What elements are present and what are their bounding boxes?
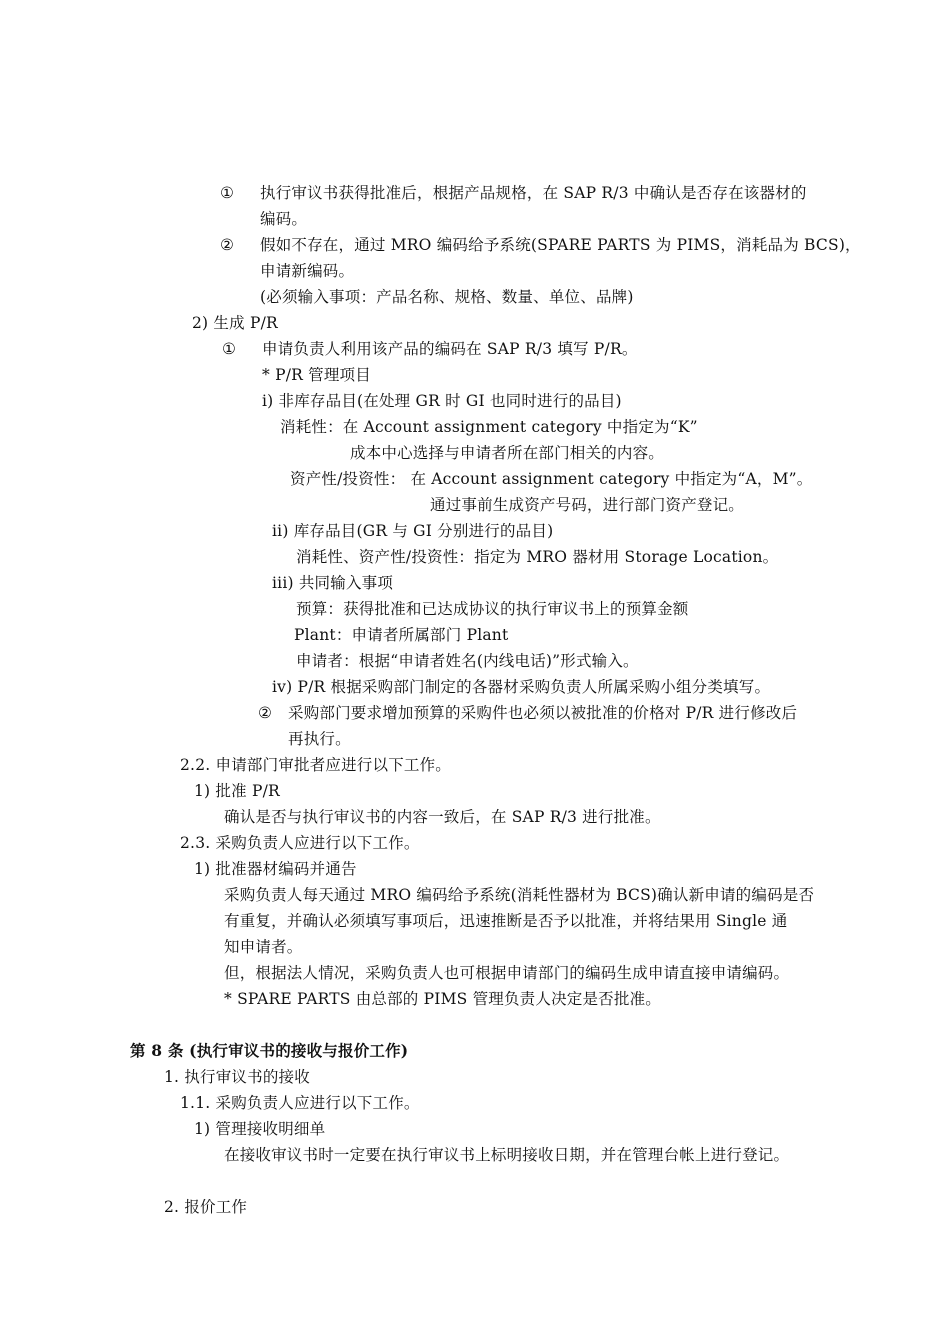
circled-number-1: ①: [220, 184, 235, 202]
paragraph-line: 成本中心选择与申请者所在部门相关的内容。: [350, 444, 665, 462]
paragraph-line: 资产性/投资性： 在 Account assignment category 中指定为“A，M”。: [290, 470, 813, 488]
paragraph-line: 预算：获得批准和已达成协议的执行审议书上的预算金额: [296, 600, 689, 618]
paragraph-line: 执行审议书获得批准后，根据产品规格，在 SAP R/3 中确认是否存在该器材的: [260, 184, 807, 202]
paragraph-line: 确认是否与执行审议书的内容一致后，在 SAP R/3 进行批准。: [224, 808, 661, 826]
section-heading: 1) 批准器材编码并通告: [194, 860, 357, 878]
circled-number-1: ①: [222, 340, 237, 358]
paragraph-line: 申请者：根据“申请者姓名(内线电话)”形式输入。: [296, 652, 639, 670]
section-heading: 2. 报价工作: [164, 1198, 248, 1216]
section-heading: 1) 管理接收明细单: [194, 1120, 326, 1138]
section-heading: 1. 执行审议书的接收: [164, 1068, 310, 1086]
paragraph-line: Plant：申请者所属部门 Plant: [294, 626, 509, 644]
section-heading: 2.2. 申请部门审批者应进行以下工作。: [180, 756, 452, 774]
paragraph-line: 通过事前生成资产号码，进行部门资产登记。: [430, 496, 745, 514]
paragraph-line: 有重复，并确认必须填写事项后，迅速推断是否予以批准，并将结果用 Single 通: [224, 912, 788, 930]
paragraph-line: (必须输入事项：产品名称、规格、数量、单位、品牌): [260, 288, 634, 306]
section-heading: 1) 批准 P/R: [194, 782, 280, 800]
paragraph-line: 再执行。: [288, 730, 351, 748]
section-heading: 1.1. 采购负责人应进行以下工作。: [180, 1094, 420, 1112]
paragraph-line: ii) 库存品目(GR 与 GI 分别进行的品目): [272, 522, 554, 540]
paragraph-line: 但，根据法人情况，采购负责人也可根据申请部门的编码生成申请直接申请编码。: [224, 964, 790, 982]
paragraph-line: iii) 共同输入事项: [272, 574, 394, 592]
paragraph-line: 知申请者。: [224, 938, 303, 956]
paragraph-line: 编码。: [260, 210, 308, 228]
paragraph-line: 消耗性：在 Account assignment category 中指定为“K”: [280, 418, 698, 436]
paragraph-line: 消耗性、资产性/投资性：指定为 MRO 器材用 Storage Location。: [296, 548, 779, 566]
paragraph-line: 申请新编码。: [260, 262, 355, 280]
paragraph-line: i) 非库存品目(在处理 GR 时 GI 也同时进行的品目): [262, 392, 622, 410]
paragraph-line: 假如不存在，通过 MRO 编码给予系统(SPARE PARTS 为 PIMS，消耗品为 BCS)，: [260, 236, 861, 254]
paragraph-line: 采购负责人每天通过 MRO 编码给予系统(消耗性器材为 BCS)确认新申请的编码是否: [224, 886, 815, 904]
article-title: 第 8 条 (执行审议书的接收与报价工作): [130, 1041, 409, 1060]
paragraph-line: 申请负责人利用该产品的编码在 SAP R/3 填写 P/R。: [262, 340, 638, 358]
circled-number-2: ②: [258, 704, 273, 722]
section-heading: 2.3. 采购负责人应进行以下工作。: [180, 834, 420, 852]
circled-number-2: ②: [220, 236, 235, 254]
paragraph-line: * P/R 管理项目: [262, 366, 371, 384]
section-heading: 2) 生成 P/R: [192, 314, 278, 332]
paragraph-line: 采购部门要求增加预算的采购件也必须以被批准的价格对 P/R 进行修改后: [288, 704, 798, 722]
paragraph-line: 在接收审议书时一定要在执行审议书上标明接收日期，并在管理台帐上进行登记。: [224, 1146, 790, 1164]
paragraph-line: iv) P/R 根据采购部门制定的各器材采购负责人所属采购小组分类填写。: [272, 678, 771, 696]
paragraph-line: * SPARE PARTS 由总部的 PIMS 管理负责人决定是否批准。: [224, 990, 661, 1008]
